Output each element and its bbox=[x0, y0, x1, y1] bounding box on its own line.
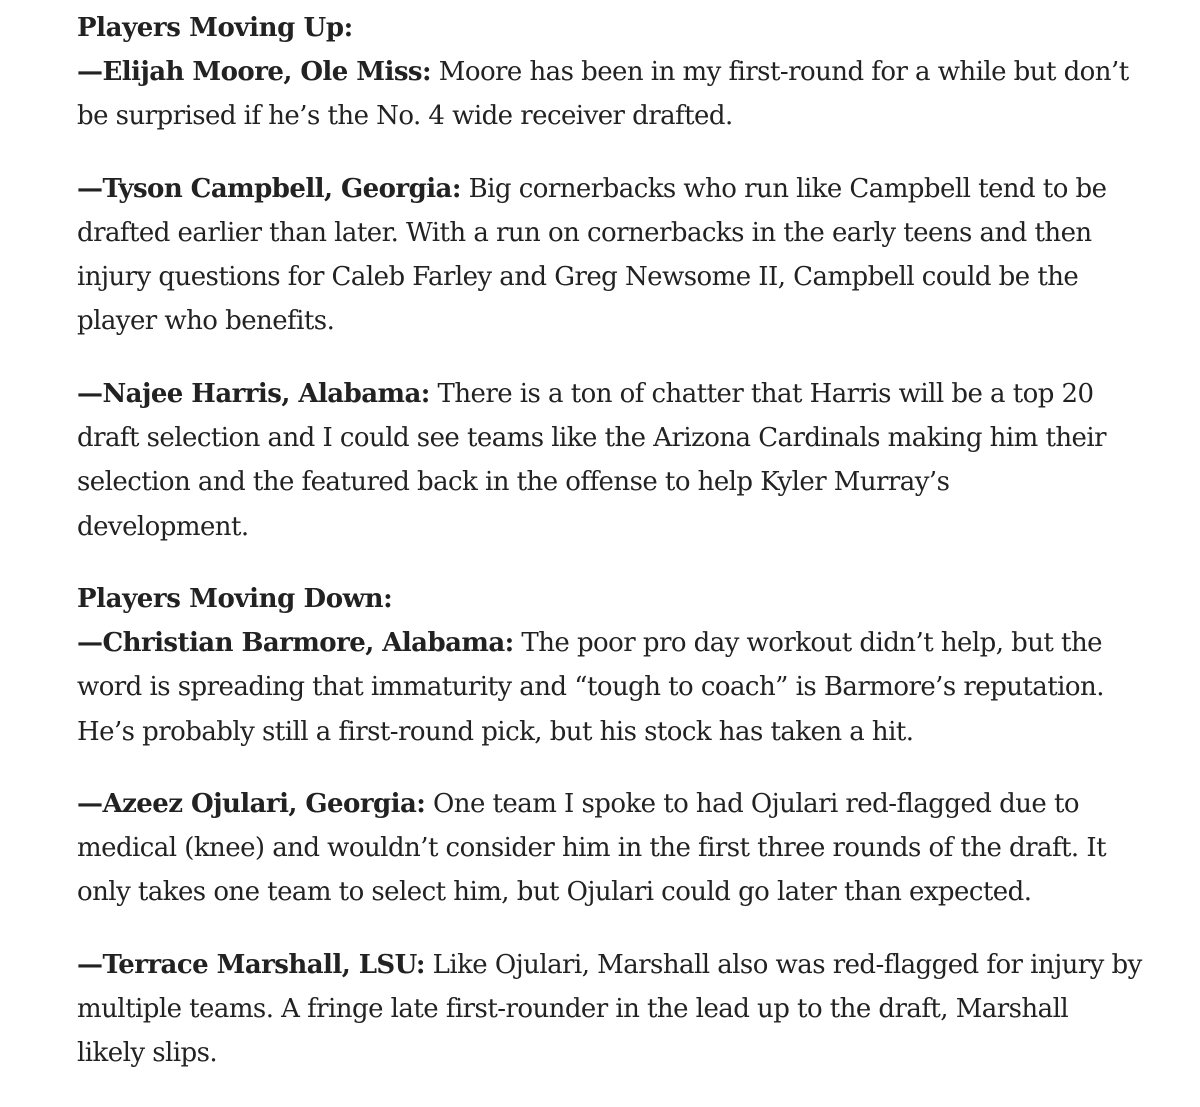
player-entry-najee-harris bbox=[77, 372, 1167, 549]
entry-line: Big cornerbacks who run like Campbell tend to be bbox=[468, 173, 1107, 204]
entry-line: One team I spoke to had Ojulari red-flagged due to bbox=[433, 788, 1079, 819]
entry-line: injury questions for Caleb Farley and Greg Newsome II, Campbell could be the bbox=[77, 262, 1079, 293]
player-name: —Tyson Campbell, Georgia: bbox=[77, 173, 461, 204]
section-moving-down bbox=[77, 577, 1167, 1076]
entry-line: medical (knee) and wouldn’t consider him in the first three rounds of the draft. It bbox=[77, 833, 1106, 864]
player-entry-terrace-marshall bbox=[77, 943, 1167, 1076]
entry-line: likely slips. bbox=[77, 1038, 218, 1069]
player-name: —Azeez Ojulari, Georgia: bbox=[77, 788, 426, 819]
entry-line: He’s probably still a first-round pick, but his stock has taken a hit. bbox=[77, 716, 914, 747]
player-name: —Elijah Moore, Ole Miss: bbox=[77, 57, 432, 87]
entry-line: Moore has been in my first-round for a while but don’t bbox=[438, 57, 1129, 87]
player-entry-christian-barmore bbox=[77, 621, 1167, 754]
player-name: —Terrace Marshall, LSU: bbox=[77, 949, 425, 980]
entry-line: multiple teams. A fringe late first-rounder in the lead up to the draft, Marshall bbox=[77, 994, 1069, 1025]
entry-line: be surprised if he’s the No. 4 wide receiver drafted. bbox=[77, 101, 733, 132]
player-name: —Christian Barmore, Alabama: bbox=[77, 627, 514, 658]
entry-line: word is spreading that immaturity and “tough to coach” is Barmore’s reputation. bbox=[77, 672, 1104, 703]
article-body bbox=[77, 6, 1167, 1104]
player-entry-elijah-moore bbox=[77, 50, 1167, 139]
entry-line: The poor pro day workout didn’t help, but the bbox=[521, 627, 1102, 658]
player-entry-tyson-campbell bbox=[77, 167, 1167, 344]
section-heading: Players Moving Down: bbox=[77, 583, 393, 614]
entry-line: Like Ojulari, Marshall also was red-flagged for injury by bbox=[432, 949, 1142, 980]
entry-line: only takes one team to select him, but Ojulari could go later than expected. bbox=[77, 877, 1032, 908]
entry-line: drafted earlier than later. With a run on cornerbacks in the early teens and then bbox=[77, 217, 1092, 248]
player-entry-azeez-ojulari bbox=[77, 782, 1167, 915]
entry-line: development. bbox=[77, 511, 249, 542]
section-moving-up bbox=[77, 6, 1167, 549]
player-name: —Najee Harris, Alabama: bbox=[77, 378, 430, 409]
entry-line: selection and the featured back in the offense to help Kyler Murray’s bbox=[77, 467, 950, 498]
entry-line: draft selection and I could see teams like the Arizona Cardinals making him their bbox=[77, 423, 1107, 454]
entry-line: player who benefits. bbox=[77, 306, 335, 337]
section-heading: Players Moving Up: bbox=[77, 13, 353, 43]
entry-line: There is a ton of chatter that Harris will be a top 20 bbox=[437, 378, 1094, 409]
